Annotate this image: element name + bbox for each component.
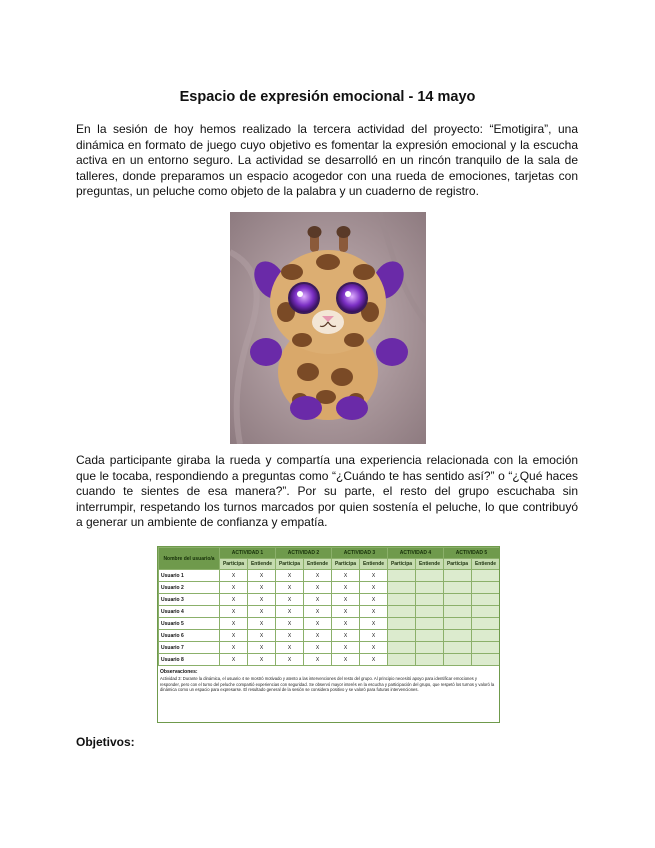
giraffe-plush-photo	[230, 212, 426, 444]
intro-paragraph: En la sesión de hoy hemos realizado la tercera actividad del proyecto: “Emotigira”, una dinámica en formato de juego cuyo objetivo es fomentar la expresión emocional y la escucha activa en un entorno seguro. La actividad se desarrolló en un rincón tranquilo de la sala de talleres, donde preparamos un espacio acogedor con una rueda de emociones, tarjetas con preguntas, un peluche como objeto de la palabra y un cuaderno de registro.	[76, 122, 578, 199]
entiende-header: Entiende	[472, 559, 500, 570]
mark-cell	[416, 594, 444, 606]
participa-header: Participa	[388, 559, 416, 570]
mark-cell: X	[332, 630, 360, 642]
mark-cell: X	[248, 606, 276, 618]
participa-header: Participa	[220, 559, 248, 570]
user-name-cell: Usuario 3	[159, 594, 220, 606]
mark-cell: X	[360, 570, 388, 582]
mark-cell: X	[248, 594, 276, 606]
participa-header: Participa	[276, 559, 304, 570]
participa-header: Participa	[444, 559, 472, 570]
mark-cell: X	[360, 642, 388, 654]
mark-cell	[472, 630, 500, 642]
mark-cell: X	[220, 582, 248, 594]
mark-cell: X	[248, 630, 276, 642]
description-paragraph: Cada participante giraba la rueda y compartía una experiencia relacionada con la emoción que le tocaba, respondiendo a preguntas como “¿Cuándo te has sentido así?” o “¿Qué haces cuando te sientes de esa manera?”. Por su parte, el resto del grupo escuchaba sin interrumpir, respetando los turnos marcados por quien sostenía el peluche, lo que contribuyó a generar un ambiente de confianza y empatía.	[76, 453, 578, 530]
participation-grid	[158, 547, 500, 666]
user-name-cell: Usuario 1	[159, 570, 220, 582]
mark-cell: X	[360, 606, 388, 618]
mark-cell	[388, 594, 416, 606]
table-row	[159, 618, 500, 630]
table-row	[159, 594, 500, 606]
observations-label: Observaciones:	[160, 669, 198, 675]
user-column-header: Nombre del usuario/a	[159, 548, 220, 570]
mark-cell: X	[276, 630, 304, 642]
mark-cell: X	[332, 594, 360, 606]
mark-cell: X	[332, 618, 360, 630]
table-row	[159, 606, 500, 618]
mark-cell	[444, 570, 472, 582]
mark-cell	[416, 642, 444, 654]
user-name-cell: Usuario 5	[159, 618, 220, 630]
mark-cell	[472, 642, 500, 654]
mark-cell: X	[276, 642, 304, 654]
mark-cell: X	[304, 618, 332, 630]
mark-cell: X	[220, 618, 248, 630]
mark-cell: X	[360, 618, 388, 630]
user-name-cell: Usuario 7	[159, 642, 220, 654]
table-row	[159, 642, 500, 654]
mark-cell: X	[276, 570, 304, 582]
mark-cell: X	[360, 582, 388, 594]
mark-cell: X	[332, 606, 360, 618]
mark-cell	[416, 606, 444, 618]
participa-header: Participa	[332, 559, 360, 570]
mark-cell	[472, 606, 500, 618]
mark-cell: X	[332, 582, 360, 594]
mark-cell	[416, 630, 444, 642]
user-name-cell: Usuario 4	[159, 606, 220, 618]
mark-cell	[388, 630, 416, 642]
mark-cell	[388, 618, 416, 630]
mark-cell	[388, 654, 416, 666]
mark-cell: X	[332, 642, 360, 654]
user-name-cell: Usuario 8	[159, 654, 220, 666]
mark-cell: X	[248, 618, 276, 630]
mark-cell: X	[332, 654, 360, 666]
mark-cell	[416, 618, 444, 630]
mark-cell: X	[360, 654, 388, 666]
user-name-cell: Usuario 6	[159, 630, 220, 642]
mark-cell: X	[248, 642, 276, 654]
activity-2-header: ACTIVIDAD 2	[276, 548, 332, 559]
table-row	[159, 570, 500, 582]
mark-cell	[472, 654, 500, 666]
mark-cell: X	[220, 570, 248, 582]
mark-cell	[416, 570, 444, 582]
table-row	[159, 654, 500, 666]
mark-cell	[444, 618, 472, 630]
mark-cell: X	[304, 606, 332, 618]
table-row	[159, 630, 500, 642]
table-header-row	[159, 548, 500, 559]
mark-cell: X	[276, 618, 304, 630]
mark-cell: X	[220, 606, 248, 618]
mark-cell: X	[276, 654, 304, 666]
mark-cell	[388, 606, 416, 618]
mark-cell	[444, 582, 472, 594]
mark-cell	[472, 594, 500, 606]
mark-cell	[472, 582, 500, 594]
mark-cell: X	[304, 654, 332, 666]
activity-4-header: ACTIVIDAD 4	[388, 548, 444, 559]
mark-cell	[444, 654, 472, 666]
mark-cell: X	[304, 582, 332, 594]
mark-cell	[388, 642, 416, 654]
observations-text: Actividad 3: Durante la dinámica, el usuario 4 se mostró motivado y atento a las intervenciones del resto del grupo. Al principio necesitó apoyo para identificar emociones y responder, pero con el turno del peluche compartió experiencias con seguridad. Se observó mayor interés en la escucha y participación del grupo, que respetó los turnos y valoró la dinámica como un espacio para expresarse. El resultado general de la sesión se considera positivo y se valoró para futuras intervenciones.	[160, 676, 495, 693]
activity-1-header: ACTIVIDAD 1	[220, 548, 276, 559]
entiende-header: Entiende	[360, 559, 388, 570]
entiende-header: Entiende	[304, 559, 332, 570]
mark-cell: X	[304, 594, 332, 606]
mark-cell: X	[304, 642, 332, 654]
page-title: Espacio de expresión emocional - 14 mayo	[179, 89, 476, 105]
mark-cell	[388, 582, 416, 594]
mark-cell	[416, 654, 444, 666]
mark-cell: X	[276, 594, 304, 606]
mark-cell: X	[332, 570, 360, 582]
mark-cell: X	[360, 594, 388, 606]
mark-cell	[444, 642, 472, 654]
mark-cell: X	[360, 630, 388, 642]
mark-cell: X	[220, 654, 248, 666]
entiende-header: Entiende	[248, 559, 276, 570]
mark-cell: X	[220, 630, 248, 642]
table-row	[159, 582, 500, 594]
entiende-header: Entiende	[416, 559, 444, 570]
participation-table	[157, 546, 500, 723]
mark-cell: X	[276, 606, 304, 618]
mark-cell	[472, 618, 500, 630]
user-name-cell: Usuario 2	[159, 582, 220, 594]
mark-cell	[444, 630, 472, 642]
mark-cell	[444, 594, 472, 606]
mark-cell: X	[276, 582, 304, 594]
mark-cell	[388, 570, 416, 582]
mark-cell: X	[248, 654, 276, 666]
objectives-heading: Objetivos:	[76, 735, 135, 749]
activity-3-header: ACTIVIDAD 3	[332, 548, 388, 559]
mark-cell: X	[248, 582, 276, 594]
activity-5-header: ACTIVIDAD 5	[444, 548, 500, 559]
mark-cell: X	[248, 570, 276, 582]
mark-cell	[444, 606, 472, 618]
table-body	[159, 570, 500, 666]
mark-cell: X	[304, 630, 332, 642]
mark-cell: X	[304, 570, 332, 582]
mark-cell: X	[220, 642, 248, 654]
mark-cell	[416, 582, 444, 594]
mark-cell: X	[220, 594, 248, 606]
mark-cell	[472, 570, 500, 582]
